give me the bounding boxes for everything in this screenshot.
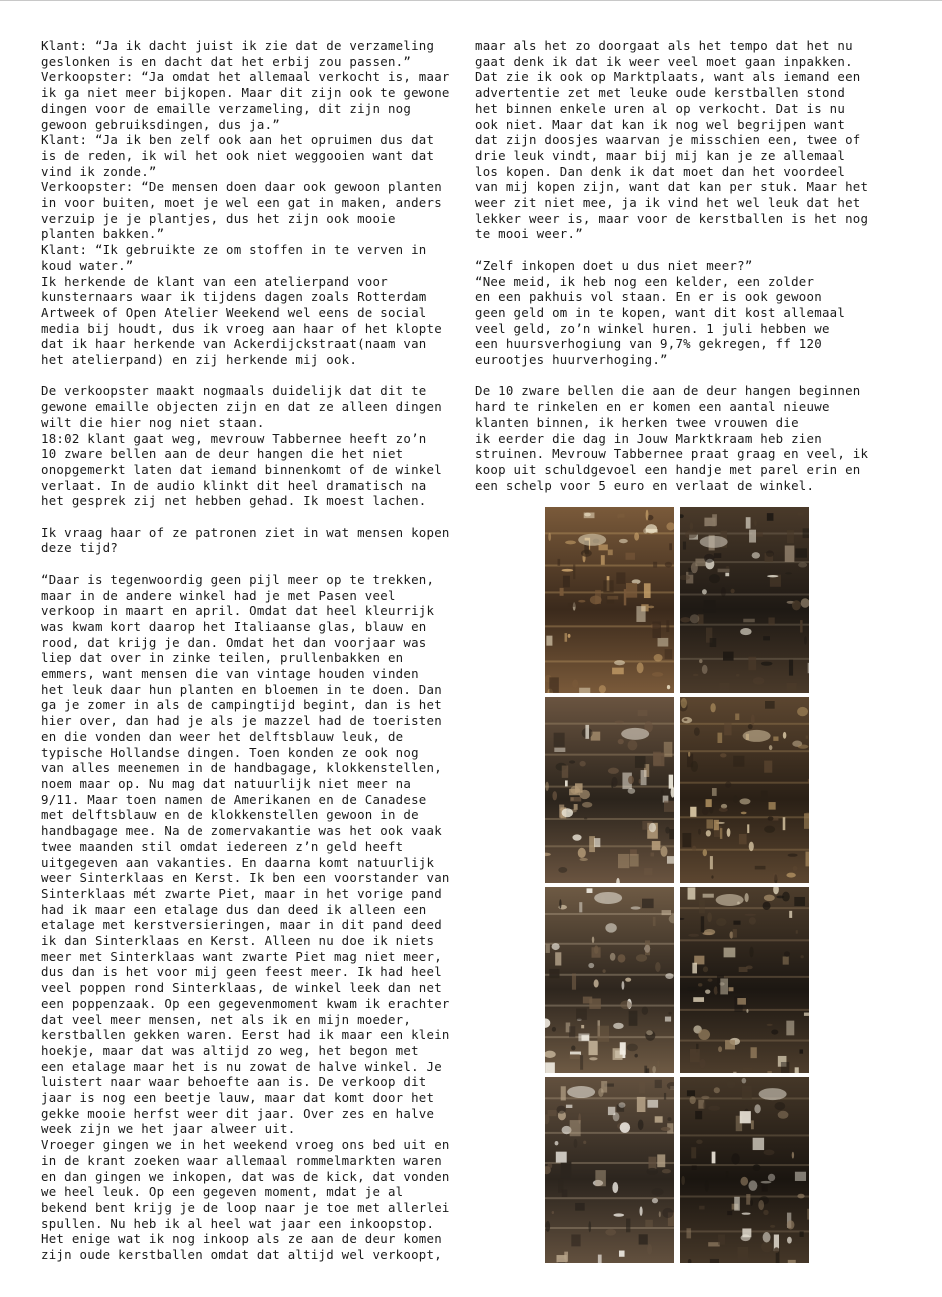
shop-shelves-glassware-photo — [545, 507, 674, 693]
answer-continued-paragraph: maar als het zo doorgaat als het tempo dat het nu gaat denk ik dat ik weer veel moet gaan inpakken. Dat zie ik ook op Marktplaats, want als iemand een advertentie zet met leuke oude kerstballen stond het binnen enkele uren al op verkocht. Dat is nu ook niet. Maar dat kan ik nog wel begrijpen want dat zijn doosjes waarvan je misschien een, twee of drie leuk vindt, maar bij mij kan je ze allemaal los kopen. Dan denk ik dat moet dan het voordeel van mij kopen zijn, want dat kan per stuk. Maar het weer zit niet mee, ja ik vind het wel leuk dat het lekker weer is, maar voor de kerstballen is het nog te mooi weer.” — [475, 38, 869, 242]
article-left-column — [41, 38, 459, 1263]
shop-plates-display-photo — [680, 887, 809, 1073]
buying-question-paragraph: “Zelf inkopen doet u dus niet meer?” “Nee meid, ik heb nog een kelder, een zolder en een pakhuis vol staan. En er is ook gewoon geen geld om in te kopen, want dit kost allemaal veel geld, zo’n winkel huren. 1 juli hebben we een huursverhogiung van 9,7% gekregen, ff 120 eurootjes huurverhoging.” — [475, 257, 846, 368]
shop-hanging-goods-photo — [680, 697, 809, 883]
dialogue-paragraph: Klant: “Ja ik dacht juist ik zie dat de verzameling geslonken is en dacht dat het erbij zou passen.” Verkoopster: “Ja omdat het allemaal verkocht is, maar ik ga niet meer bijkopen. Maar dit zijn ook te gewone dingen voor de emaille verzameling, dit zijn nog gewoon gebruiksdingen, dus ja.” Klant: “Ja ik ben zelf ook aan het opruimen dus dat is de reden, ik wil het ook niet weggooien want dat vind ik zonde.” Verkoopster: “De mensen doen daar ook gewoon planten in voor buiten, moet je wel een gat in maken, anders verzuip je je plantjes, dus het zijn ook mooie planten bakken.” Klant: “Ik gebruikte ze om stoffen in te verven in koud water.” Ik herkende de klant van een atelierpand voor kunsternaars waar ik tijdens dagen zoals Rotterdam Artweek of Open Atelier Weekend wel eens de social media bij houdt, dus ik vroeg aan haar of het klopte dat ik haar herkende van Ackerdijckstraat(naam van het atelierpand) en zij herkende mij ook. — [41, 38, 450, 368]
interview-answer-paragraph: “Daar is tegenwoordig geen pijl meer op te trekken, maar in de andere winkel had je met Pasen veel verkoop in maart en april. Omdat dat heel kleurrijk was kwam kort daarop het Italiaanse glas, blauw en rood, dat krijg je dan. Omdat het dan voorjaar was liep dat over in zinke teilen, prullenbakken en emmers, want mensen die van vintage houden vinden het leuk daar hun planten en bloemen in te doen. Dan ga je zomer in als de campingtijd begint, dan is het hier over, dan had je als je mazzel had de toeristen en die vonden dan weer het delftsblauw leuk, de typische Hollandse dingen. Toen konden ze ook nog van alles meenemen in de handbagage, klokkenstellen, noem maar op. Nu mag dat natuurlijk niet meer na 9/11. Maar toen namen de Amerikanen en de Canadese met delftsblauw en de klokkenstellen gewoon in de handbagage mee. Na de zomervakantie was het ook vaak twee maanden stil omdat iedereen z’n geld heeft uitgegeven aan vakanties. En daarna komt natuurlijk weer Sinterklaas en Kerst. Ik ben een voorstander van Sinterklaas mét zwarte Piet, maar in het vorige pand had ik maar een etalage dus dan deed ik alleen een etalage met kerstversieringen, maar in dit pand deed ik dan Sinterklaas en Kerst. Alleen nu doe ik niets meer met Sinterklaas want zwarte Piet mag niet meer, dus dan is het voor mij geen feest meer. Ik had heel veel poppen rond Sinterklaas, de winkel leek dan net een poppenzaak. Op een gegevenmoment kwam ik erachter dat veel meer mensen, net als ik en mijn moeder, kerstballen gekken waren. Eerst had ik maar een klein hoekje, maar dat was altijd zo weg, het begon met een etalage maar het is nu zowat de halve winkel. Je luistert naar waar behoefte aan is. De verkoop dit jaar is nog een beetje lauw, maar dat komt door het gekke mooie herfst weer dit jaar. Over zes en halve week zijn we het jaar alweer uit. Vroeger gingen we in het weekend vroeg ons bed uit en in de krant zoeken waar allemaal rommelmarkten waren en dan gingen we inkopen, dat was de kick, dat vonden we heel leuk. Op een gegeven moment, mdat je al bekend bent krijg je de loop naar je toe met allerlei spullen. Nu heb ik al heel wat jaar een inkoopstop. Het enige wat ik nog inkoop als ze aan de deur komen zijn oude kerstballen omdat dat altijd wel verkoopt, — [41, 571, 450, 1263]
bells-paragraph: De verkoopster maakt nogmaals duidelijk dat dit te gewone emaille objecten zijn en dat ze alleen dingen wilt die hier nog niet staan. 18:02 klant gaat weg, mevrouw Tabbernee heeft zo’n 10 zware bellen aan de deur hangen die het niet onopgemerkt laten dat iemand binnenkomt of de winkel verlaat. In de audio klinkt dit heel dramatisch na het gesprek zij net hebben gehad. Ik moest lachen. — [41, 383, 442, 509]
question-paragraph: Ik vraag haar of ze patronen ziet in wat mensen kopen deze tijd? — [41, 524, 450, 556]
closing-paragraph: De 10 zware bellen die aan de deur hangen beginnen hard te rinkelen en er komen een aantal nieuwe klanten binnen, ik herken twee vrouwen die ik eerder die dag in Jouw Marktkraam heb zien struinen. Mevrouw Tabbernee praat graag en veel, ik koop uit schuldgevoel een handje met parel erin en een schelp voor 5 euro en verlaat de winkel. — [475, 383, 869, 493]
top-divider — [0, 0, 942, 1]
shop-ceiling-lamps-photo — [545, 697, 674, 883]
shop-crockery-shelves-photo — [545, 887, 674, 1073]
article-right-column — [475, 38, 900, 493]
shop-hats-and-coats-photo — [680, 1077, 809, 1263]
shop-interior-dark-photo — [680, 507, 809, 693]
shop-photo-grid — [545, 507, 809, 1263]
shop-aisle-clothes-photo — [545, 1077, 674, 1263]
